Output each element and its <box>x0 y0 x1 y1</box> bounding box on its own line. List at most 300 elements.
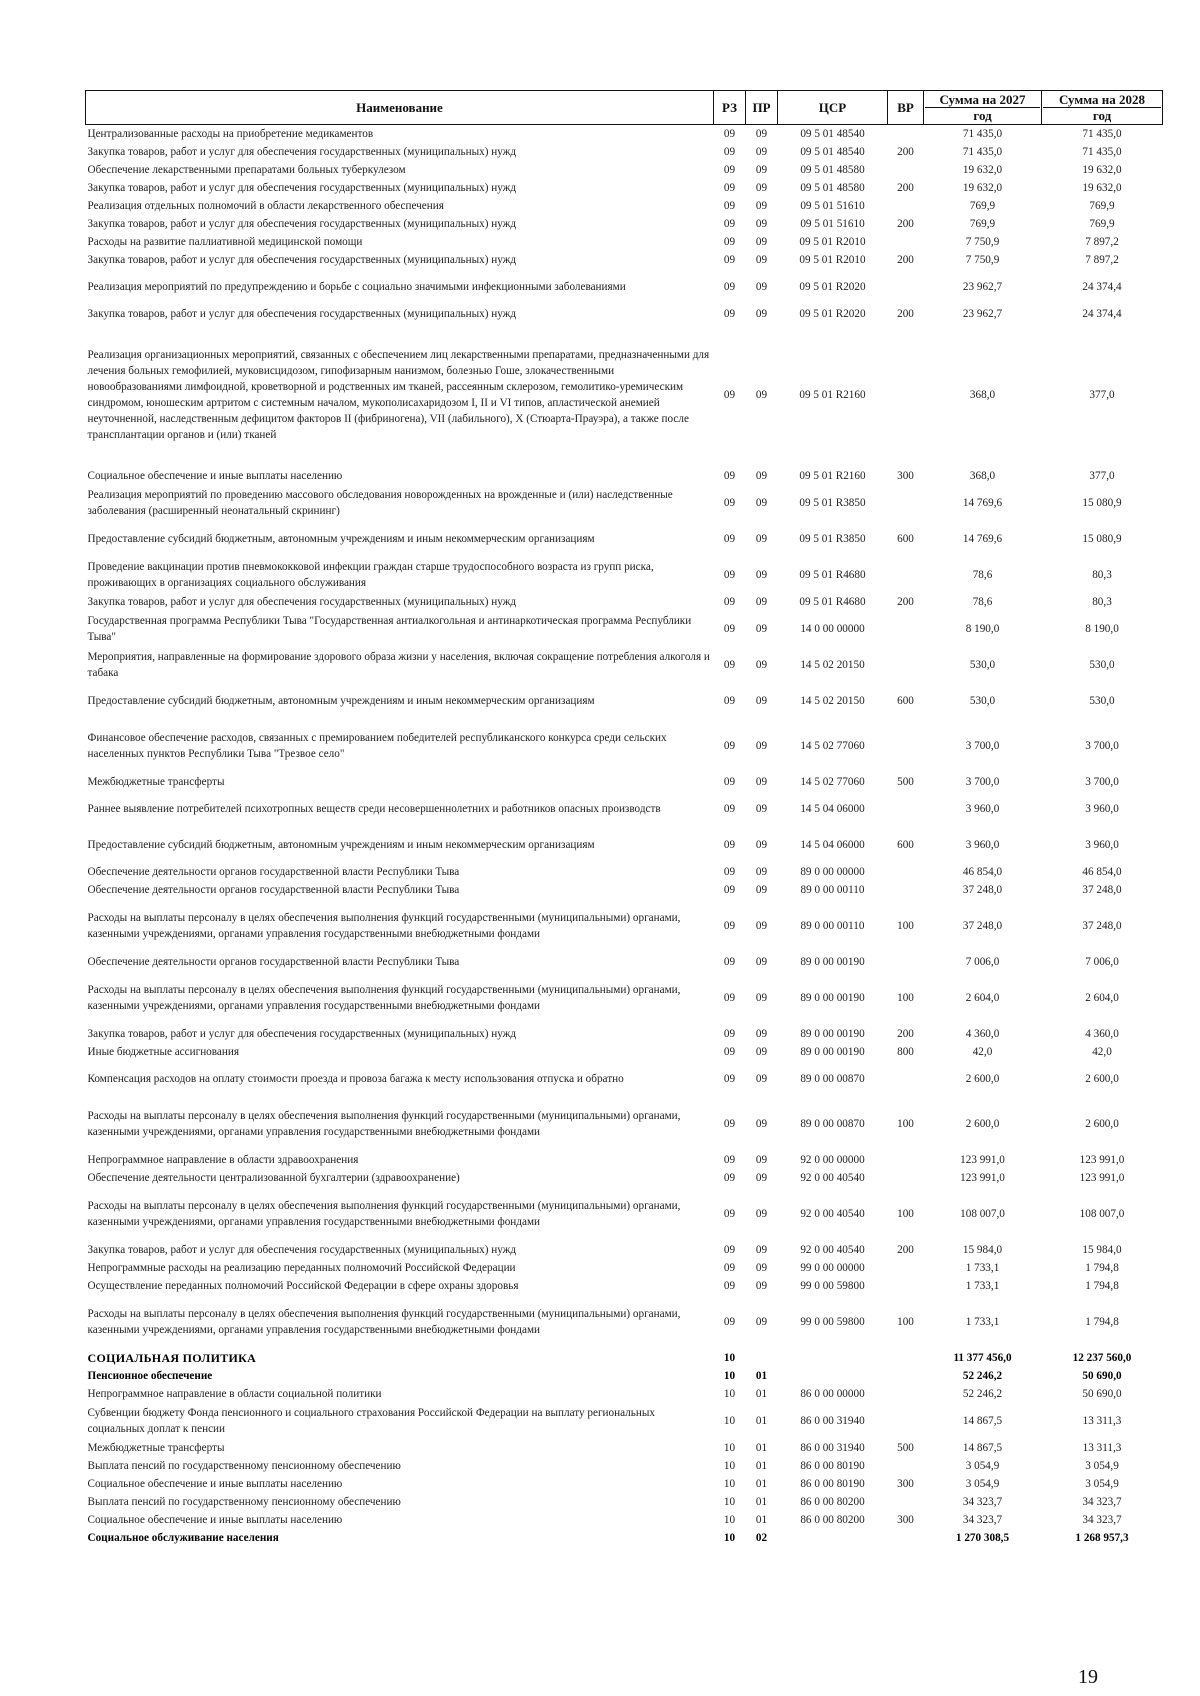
cell-vr: 100 <box>897 1207 914 1220</box>
cell-pr: 01 <box>755 1369 768 1382</box>
table-row <box>86 1403 1163 1439</box>
cell-pr: 01 <box>755 1414 768 1427</box>
cell-rz: 09 <box>723 496 736 509</box>
cell-sum-2028: 15 080,9 <box>1082 532 1122 545</box>
cell-sum-2028: 2 600,0 <box>1085 1072 1119 1085</box>
cell-name: Выплата пенсий по государственному пенсионному обеспечению <box>87 1459 401 1472</box>
cell-csr: 89 0 00 00110 <box>800 883 865 896</box>
cell-name: Непрограммные расходы на реализацию переданных полномочий Российской Федерации <box>87 1261 516 1274</box>
cell-name: Расходы на выплаты персоналу в целях обеспечения выполнения функций государственными (муниципальными) органами, казенными учреждениями, органами управления государственными внебюджетными фондами <box>87 983 681 1012</box>
cell-sum-2028: 12 237 560,0 <box>1072 1351 1132 1364</box>
cell-rz: 09 <box>723 217 736 230</box>
cell-vr <box>888 1493 924 1511</box>
cell-vr: 300 <box>897 1477 914 1490</box>
cell-sum-2027: 71 435,0 <box>962 145 1003 158</box>
cell-rz: 09 <box>723 181 736 194</box>
cell-pr: 09 <box>755 1261 768 1274</box>
cell-csr: 09 5 01 48580 <box>800 163 865 176</box>
cell-pr: 09 <box>755 775 768 788</box>
cell-sum-2027: 769,9 <box>969 199 996 212</box>
cell-vr <box>888 1061 924 1097</box>
cell-sum-2027: 7 006,0 <box>965 955 1000 968</box>
cell-sum-2028: 2 604,0 <box>1085 991 1119 1004</box>
cell-sum-2028: 34 323,7 <box>1082 1513 1122 1526</box>
table-row <box>86 1241 1163 1259</box>
cell-sum-2028: 13 311,3 <box>1082 1414 1122 1427</box>
cell-sum-2028: 8 190,0 <box>1085 622 1119 635</box>
cell-rz: 10 <box>723 1441 736 1454</box>
cell-sum-2028: 24 374,4 <box>1082 280 1122 293</box>
cell-pr: 09 <box>755 1207 768 1220</box>
cell-pr: 09 <box>755 163 768 176</box>
cell-vr <box>888 269 924 305</box>
table-row <box>86 971 1163 1025</box>
cell-rz: 09 <box>723 145 736 158</box>
table-header <box>86 91 1163 125</box>
table-row <box>86 215 1163 233</box>
cell-name: Непрограммное направление в области социальной политики <box>87 1387 382 1400</box>
cell-vr <box>888 719 924 773</box>
cell-name: Реализация организационных мероприятий, связанных с обеспечением лиц лекарственными препаратами, предназначенными для лечения больных гемофилией, муковисцидозом, гипофизарным нанизмом, болезнью Гоше, злокачественными новообразованиями лимфоидной, кроветворной и родственных им тканей, рассеянным склерозом, гемолитико-уремическим синдромом, юношеским артритом с системным началом, мукополисахаридозом I, II и VI типов, апластической анемией неуточненной, наследственным дефицитом факторов II (фибриногена), VII (лабильного), X (Стюарта-Прауэра), а также после трансплантации органов и (или) тканей <box>87 348 710 441</box>
cell-rz: 09 <box>723 802 736 815</box>
cell-sum-2027: 15 984,0 <box>962 1243 1003 1256</box>
table-row <box>86 1367 1163 1385</box>
cell-sum-2028: 377,0 <box>1089 469 1115 482</box>
cell-sum-2028: 3 700,0 <box>1085 775 1119 788</box>
cell-sum-2027: 14 867,5 <box>962 1441 1003 1454</box>
cell-name: Расходы на выплаты персоналу в целях обеспечения выполнения функций государственными (муниципальными) органами, казенными учреждениями, органами управления государственными внебюджетными фондами <box>87 911 681 940</box>
cell-pr: 09 <box>755 496 768 509</box>
cell-pr: 09 <box>755 1243 768 1256</box>
cell-csr: 86 0 00 80190 <box>800 1459 865 1472</box>
table-row <box>86 125 1163 143</box>
cell-csr: 86 0 00 80200 <box>800 1513 865 1526</box>
cell-sum-2027: 11 377 456,0 <box>953 1351 1012 1364</box>
cell-sum-2027: 3 054,9 <box>965 1459 1000 1472</box>
cell-sum-2028: 46 854,0 <box>1082 865 1122 878</box>
cell-pr: 09 <box>755 955 768 968</box>
cell-csr: 89 0 00 00110 <box>800 919 865 932</box>
cell-name: Обеспечение деятельности органов государственной власти Республики Тыва <box>87 955 460 968</box>
cell-csr: 89 0 00 00870 <box>800 1072 865 1085</box>
table-row <box>86 881 1163 899</box>
cell-vr: 200 <box>897 253 914 266</box>
cell-csr: 09 5 01 R3850 <box>799 532 866 545</box>
cell-sum-2028: 377,0 <box>1089 388 1115 401</box>
cell-vr: 600 <box>897 838 914 851</box>
cell-rz: 09 <box>723 865 736 878</box>
cell-sum-2028: 15 984,0 <box>1082 1243 1122 1256</box>
cell-name: Расходы на выплаты персоналу в целях обеспечения выполнения функций государственными (муниципальными) органами, казенными учреждениями, органами управления государственными внебюджетными фондами <box>87 1199 681 1228</box>
budget-table-sheet <box>85 90 1162 1547</box>
cell-sum-2027: 769,9 <box>969 217 996 230</box>
cell-vr <box>888 1169 924 1187</box>
cell-sum-2027: 7 750,9 <box>965 253 1000 266</box>
table-row <box>86 593 1163 611</box>
cell-name: Социальное обеспечение и иные выплаты населению <box>87 469 343 482</box>
cell-sum-2028: 123 991,0 <box>1079 1171 1125 1184</box>
cell-sum-2028: 3 960,0 <box>1085 802 1119 815</box>
cell-sum-2028: 71 435,0 <box>1082 145 1122 158</box>
cell-name: Межбюджетные трансферты <box>87 775 225 788</box>
cell-rz: 09 <box>723 919 736 932</box>
cell-pr: 09 <box>755 865 768 878</box>
table-row <box>86 269 1163 305</box>
cell-rz: 09 <box>723 595 736 608</box>
cell-rz: 09 <box>723 694 736 707</box>
cell-vr <box>888 125 924 143</box>
cell-pr: 09 <box>755 802 768 815</box>
cell-vr <box>888 881 924 899</box>
cell-name: Государственная программа Республики Тыва "Государственная антиалкогольная и антинаркотическая программа Республики Тыва" <box>87 614 692 643</box>
cell-rz: 09 <box>723 622 736 635</box>
cell-pr: 09 <box>755 568 768 581</box>
cell-rz: 10 <box>723 1414 736 1427</box>
cell-csr: 92 0 00 00000 <box>800 1153 865 1166</box>
cell-name: Межбюджетные трансферты <box>87 1441 225 1454</box>
cell-sum-2028: 80,3 <box>1092 595 1112 608</box>
cell-sum-2027: 78,6 <box>972 568 993 581</box>
cell-name: Выплата пенсий по государственному пенсионному обеспечению <box>87 1495 401 1508</box>
cell-sum-2028: 769,9 <box>1089 199 1115 212</box>
cell-csr <box>778 1529 888 1547</box>
cell-vr: 600 <box>897 694 914 707</box>
cell-name: Закупка товаров, работ и услуг для обеспечения государственных (муниципальных) нужд <box>87 181 517 194</box>
cell-name: Предоставление субсидий бюджетным, автономным учреждениям и иным некоммерческим организациям <box>87 838 595 851</box>
cell-rz: 09 <box>723 1117 736 1130</box>
cell-sum-2028: 7 897,2 <box>1085 253 1119 266</box>
table-row <box>86 683 1163 719</box>
cell-vr <box>888 1385 924 1403</box>
cell-csr: 09 5 01 48580 <box>800 181 865 194</box>
cell-csr: 09 5 01 R4680 <box>799 595 866 608</box>
cell-sum-2027: 8 190,0 <box>965 622 1000 635</box>
cell-pr: 09 <box>755 622 768 635</box>
cell-rz: 09 <box>723 658 736 671</box>
cell-sum-2027: 530,0 <box>969 694 996 707</box>
cell-sum-2027: 52 246,2 <box>962 1369 1003 1382</box>
cell-sum-2028: 15 080,9 <box>1082 496 1122 509</box>
cell-pr: 09 <box>755 388 768 401</box>
page-number: 19 <box>1078 1666 1098 1688</box>
cell-csr: 92 0 00 40540 <box>800 1207 865 1220</box>
table-row <box>86 1259 1163 1277</box>
cell-vr <box>888 1259 924 1277</box>
cell-csr: 86 0 00 31940 <box>800 1414 865 1427</box>
header-csr: ЦСР <box>778 91 888 125</box>
table-row <box>86 1529 1163 1547</box>
cell-sum-2027: 19 632,0 <box>962 163 1003 176</box>
cell-sum-2027: 3 054,9 <box>965 1477 1000 1490</box>
cell-name: СОЦИАЛЬНАЯ ПОЛИТИКА <box>87 1350 257 1365</box>
cell-name: Обеспечение деятельности органов государственной власти Республики Тыва <box>87 883 460 896</box>
cell-sum-2027: 3 700,0 <box>965 739 1000 752</box>
table-row <box>86 719 1163 773</box>
table-row <box>86 1169 1163 1187</box>
cell-name: Расходы на выплаты персоналу в целях обеспечения выполнения функций государственными (муниципальными) органами, казенными учреждениями, органами управления государственными внебюджетными фондами <box>87 1307 681 1336</box>
cell-vr <box>888 863 924 881</box>
cell-rz: 09 <box>723 1279 736 1292</box>
cell-sum-2027: 1 270 308,5 <box>955 1531 1010 1544</box>
table-row <box>86 899 1163 953</box>
cell-pr: 09 <box>755 1072 768 1085</box>
cell-sum-2028: 123 991,0 <box>1079 1153 1125 1166</box>
cell-rz: 09 <box>723 1027 736 1040</box>
table-row <box>86 251 1163 269</box>
table-row <box>86 953 1163 971</box>
cell-sum-2027: 2 600,0 <box>965 1117 1000 1130</box>
cell-sum-2027: 3 960,0 <box>965 802 1000 815</box>
cell-rz: 09 <box>723 1045 736 1058</box>
cell-vr: 200 <box>897 217 914 230</box>
cell-rz: 09 <box>723 739 736 752</box>
cell-vr <box>888 1457 924 1475</box>
cell-sum-2028: 3 054,9 <box>1085 1477 1119 1490</box>
cell-sum-2028: 37 248,0 <box>1082 919 1122 932</box>
cell-sum-2027: 3 700,0 <box>965 775 1000 788</box>
cell-sum-2027: 14 867,5 <box>962 1414 1003 1427</box>
cell-csr: 14 5 02 77060 <box>800 775 865 788</box>
table-row <box>86 305 1163 323</box>
cell-vr: 100 <box>897 1315 914 1328</box>
cell-vr: 300 <box>897 1513 914 1526</box>
header-sum-2028 <box>1042 91 1163 125</box>
cell-pr: 09 <box>755 694 768 707</box>
cell-csr: 09 5 01 48540 <box>800 145 865 158</box>
header-pr: ПР <box>746 91 778 125</box>
header-name: Наименование <box>86 91 714 125</box>
cell-sum-2027: 123 991,0 <box>960 1171 1005 1184</box>
table-row <box>86 521 1163 557</box>
cell-rz: 09 <box>723 991 736 1004</box>
cell-sum-2027: 37 248,0 <box>962 919 1003 932</box>
cell-sum-2028: 1 794,8 <box>1085 1261 1119 1274</box>
header-sum-2027-line2: год <box>973 108 992 123</box>
cell-rz: 09 <box>723 883 736 896</box>
cell-sum-2028: 108 007,0 <box>1079 1207 1125 1220</box>
cell-vr <box>888 323 924 467</box>
cell-name: Реализация мероприятий по проведению массового обследования новорожденных на врожденные и (или) наследственные заболевания (расширенный неонатальный скрининг) <box>87 488 673 517</box>
cell-vr: 600 <box>897 532 914 545</box>
cell-vr <box>888 557 924 593</box>
table-row <box>86 1187 1163 1241</box>
cell-pr: 01 <box>755 1477 768 1490</box>
cell-csr: 09 5 01 51610 <box>800 217 865 230</box>
cell-name: Закупка товаров, работ и услуг для обеспечения государственных (муниципальных) нужд <box>87 217 517 230</box>
cell-rz: 09 <box>723 1171 736 1184</box>
cell-pr: 09 <box>755 883 768 896</box>
cell-name: Финансовое обеспечение расходов, связанных с премированием победителей республиканского конкурса среди сельских населенных пунктов Республики Тыва "Трезвое село" <box>87 731 667 760</box>
cell-vr: 200 <box>897 595 914 608</box>
cell-vr <box>888 647 924 683</box>
cell-pr: 09 <box>755 253 768 266</box>
cell-vr: 100 <box>897 919 914 932</box>
cell-pr: 09 <box>755 919 768 932</box>
cell-csr: 92 0 00 40540 <box>800 1171 865 1184</box>
cell-sum-2027: 368,0 <box>969 388 996 401</box>
cell-csr: 14 5 02 20150 <box>800 694 865 707</box>
cell-rz: 09 <box>723 1261 736 1274</box>
cell-csr: 09 5 01 R2160 <box>799 388 866 401</box>
table-row <box>86 1439 1163 1457</box>
cell-sum-2028: 19 632,0 <box>1082 181 1122 194</box>
cell-pr: 09 <box>755 127 768 140</box>
cell-pr: 01 <box>755 1387 768 1400</box>
cell-sum-2027: 23 962,7 <box>962 280 1003 293</box>
table-row <box>86 467 1163 485</box>
cell-name: Обеспечение деятельности централизованной бухгалтерии (здравоохранение) <box>87 1171 460 1184</box>
cell-pr: 09 <box>755 1153 768 1166</box>
cell-sum-2027: 2 600,0 <box>965 1072 1000 1085</box>
cell-vr <box>888 791 924 827</box>
table-row <box>86 791 1163 827</box>
cell-rz: 09 <box>723 307 736 320</box>
cell-sum-2027: 368,0 <box>969 469 996 482</box>
cell-vr <box>888 1367 924 1385</box>
cell-pr: 09 <box>755 532 768 545</box>
table-row <box>86 197 1163 215</box>
cell-csr: 09 5 01 R2020 <box>799 307 866 320</box>
table-row <box>86 1043 1163 1061</box>
cell-csr: 14 5 04 06000 <box>800 838 865 851</box>
cell-csr: 99 0 00 59800 <box>800 1279 865 1292</box>
cell-csr: 86 0 00 31940 <box>800 1441 865 1454</box>
cell-pr: 01 <box>755 1441 768 1454</box>
cell-sum-2027: 23 962,7 <box>962 307 1003 320</box>
cell-sum-2027: 37 248,0 <box>962 883 1003 896</box>
cell-vr: 100 <box>897 1117 914 1130</box>
cell-name: Пенсионное обеспечение <box>87 1369 213 1382</box>
cell-csr: 86 0 00 80200 <box>800 1495 865 1508</box>
table-body <box>86 125 1163 1547</box>
cell-csr: 09 5 01 R3850 <box>799 496 866 509</box>
cell-sum-2028: 7 897,2 <box>1085 235 1119 248</box>
cell-pr: 09 <box>755 217 768 230</box>
cell-vr <box>888 953 924 971</box>
cell-sum-2028: 7 006,0 <box>1085 955 1119 968</box>
cell-pr: 09 <box>755 838 768 851</box>
cell-name: Непрограммное направление в области здравоохранения <box>87 1153 359 1166</box>
cell-pr: 09 <box>755 658 768 671</box>
cell-sum-2027: 14 769,6 <box>962 532 1003 545</box>
cell-sum-2027: 2 604,0 <box>965 991 1000 1004</box>
cell-csr: 92 0 00 40540 <box>800 1243 865 1256</box>
cell-sum-2027: 108 007,0 <box>960 1207 1005 1220</box>
table-row <box>86 1295 1163 1349</box>
cell-sum-2027: 78,6 <box>972 595 993 608</box>
header-rz: РЗ <box>714 91 746 125</box>
cell-name: Социальное обеспечение и иные выплаты населению <box>87 1477 343 1490</box>
cell-rz: 09 <box>723 469 736 482</box>
cell-name: Закупка товаров, работ и услуг для обеспечения государственных (муниципальных) нужд <box>87 595 517 608</box>
cell-name: Закупка товаров, работ и услуг для обеспечения государственных (муниципальных) нужд <box>87 145 517 158</box>
cell-vr <box>888 1403 924 1439</box>
cell-sum-2027: 123 991,0 <box>960 1153 1005 1166</box>
cell-csr: 99 0 00 59800 <box>800 1315 865 1328</box>
cell-csr: 09 5 01 R2020 <box>799 280 866 293</box>
cell-name: Социальное обслуживание населения <box>87 1531 279 1544</box>
cell-pr: 09 <box>755 235 768 248</box>
cell-rz: 10 <box>723 1513 736 1526</box>
cell-pr: 01 <box>755 1459 768 1472</box>
cell-csr: 89 0 00 00000 <box>800 865 865 878</box>
cell-sum-2028: 530,0 <box>1089 658 1115 671</box>
cell-rz: 10 <box>723 1495 736 1508</box>
cell-rz: 10 <box>723 1351 736 1364</box>
cell-rz: 09 <box>723 1153 736 1166</box>
cell-name: Реализация отдельных полномочий в области лекарственного обеспечения <box>87 199 444 212</box>
cell-rz: 09 <box>723 199 736 212</box>
cell-vr <box>888 611 924 647</box>
cell-sum-2028: 50 690,0 <box>1082 1387 1122 1400</box>
cell-sum-2028: 37 248,0 <box>1082 883 1122 896</box>
cell-sum-2027: 34 323,7 <box>962 1495 1003 1508</box>
cell-sum-2027: 7 750,9 <box>965 235 1000 248</box>
cell-sum-2028: 34 323,7 <box>1082 1495 1122 1508</box>
cell-sum-2028: 3 700,0 <box>1085 739 1119 752</box>
cell-rz: 10 <box>723 1531 736 1544</box>
cell-sum-2027: 52 246,2 <box>962 1387 1003 1400</box>
cell-rz: 09 <box>723 253 736 266</box>
cell-sum-2028: 530,0 <box>1089 694 1115 707</box>
cell-vr <box>888 1349 924 1367</box>
cell-sum-2028: 80,3 <box>1092 568 1112 581</box>
cell-pr: 09 <box>755 1117 768 1130</box>
cell-pr: 09 <box>755 595 768 608</box>
cell-sum-2028: 4 360,0 <box>1085 1027 1119 1040</box>
cell-name: Расходы на развитие паллиативной медицинской помощи <box>87 235 363 248</box>
table-row <box>86 773 1163 791</box>
cell-name: Закупка товаров, работ и услуг для обеспечения государственных (муниципальных) нужд <box>87 1243 517 1256</box>
cell-sum-2028: 3 054,9 <box>1085 1459 1119 1472</box>
table-row <box>86 647 1163 683</box>
table-row <box>86 1061 1163 1097</box>
cell-rz: 09 <box>723 1072 736 1085</box>
cell-rz: 09 <box>723 280 736 293</box>
cell-sum-2027: 1 733,1 <box>965 1315 1000 1328</box>
table-row <box>86 1475 1163 1493</box>
cell-sum-2028: 42,0 <box>1092 1045 1112 1058</box>
cell-name: Закупка товаров, работ и услуг для обеспечения государственных (муниципальных) нужд <box>87 253 517 266</box>
cell-name: Закупка товаров, работ и услуг для обеспечения государственных (муниципальных) нужд <box>87 1027 517 1040</box>
table-row <box>86 323 1163 467</box>
cell-rz: 09 <box>723 1207 736 1220</box>
table-row <box>86 179 1163 197</box>
cell-pr: 09 <box>755 145 768 158</box>
cell-vr: 800 <box>897 1045 914 1058</box>
table-row <box>86 1457 1163 1475</box>
cell-vr <box>888 485 924 521</box>
cell-pr: 01 <box>755 1495 768 1508</box>
cell-csr <box>778 1349 888 1367</box>
cell-rz: 10 <box>723 1459 736 1472</box>
cell-name: Централизованные расходы на приобретение медикаментов <box>87 127 374 140</box>
cell-rz: 09 <box>723 388 736 401</box>
cell-sum-2027: 14 769,6 <box>962 496 1003 509</box>
cell-vr: 200 <box>897 1027 914 1040</box>
cell-pr: 09 <box>755 1171 768 1184</box>
cell-csr: 89 0 00 00190 <box>800 1045 865 1058</box>
cell-vr: 100 <box>897 991 914 1004</box>
cell-sum-2028: 71 435,0 <box>1082 127 1122 140</box>
cell-vr: 300 <box>897 469 914 482</box>
cell-name: Иные бюджетные ассигнования <box>87 1045 239 1058</box>
cell-pr: 09 <box>755 307 768 320</box>
table-row <box>86 1511 1163 1529</box>
cell-name: Закупка товаров, работ и услуг для обеспечения государственных (муниципальных) нужд <box>87 307 517 320</box>
table-row <box>86 1349 1163 1367</box>
cell-sum-2027: 1 733,1 <box>965 1279 1000 1292</box>
